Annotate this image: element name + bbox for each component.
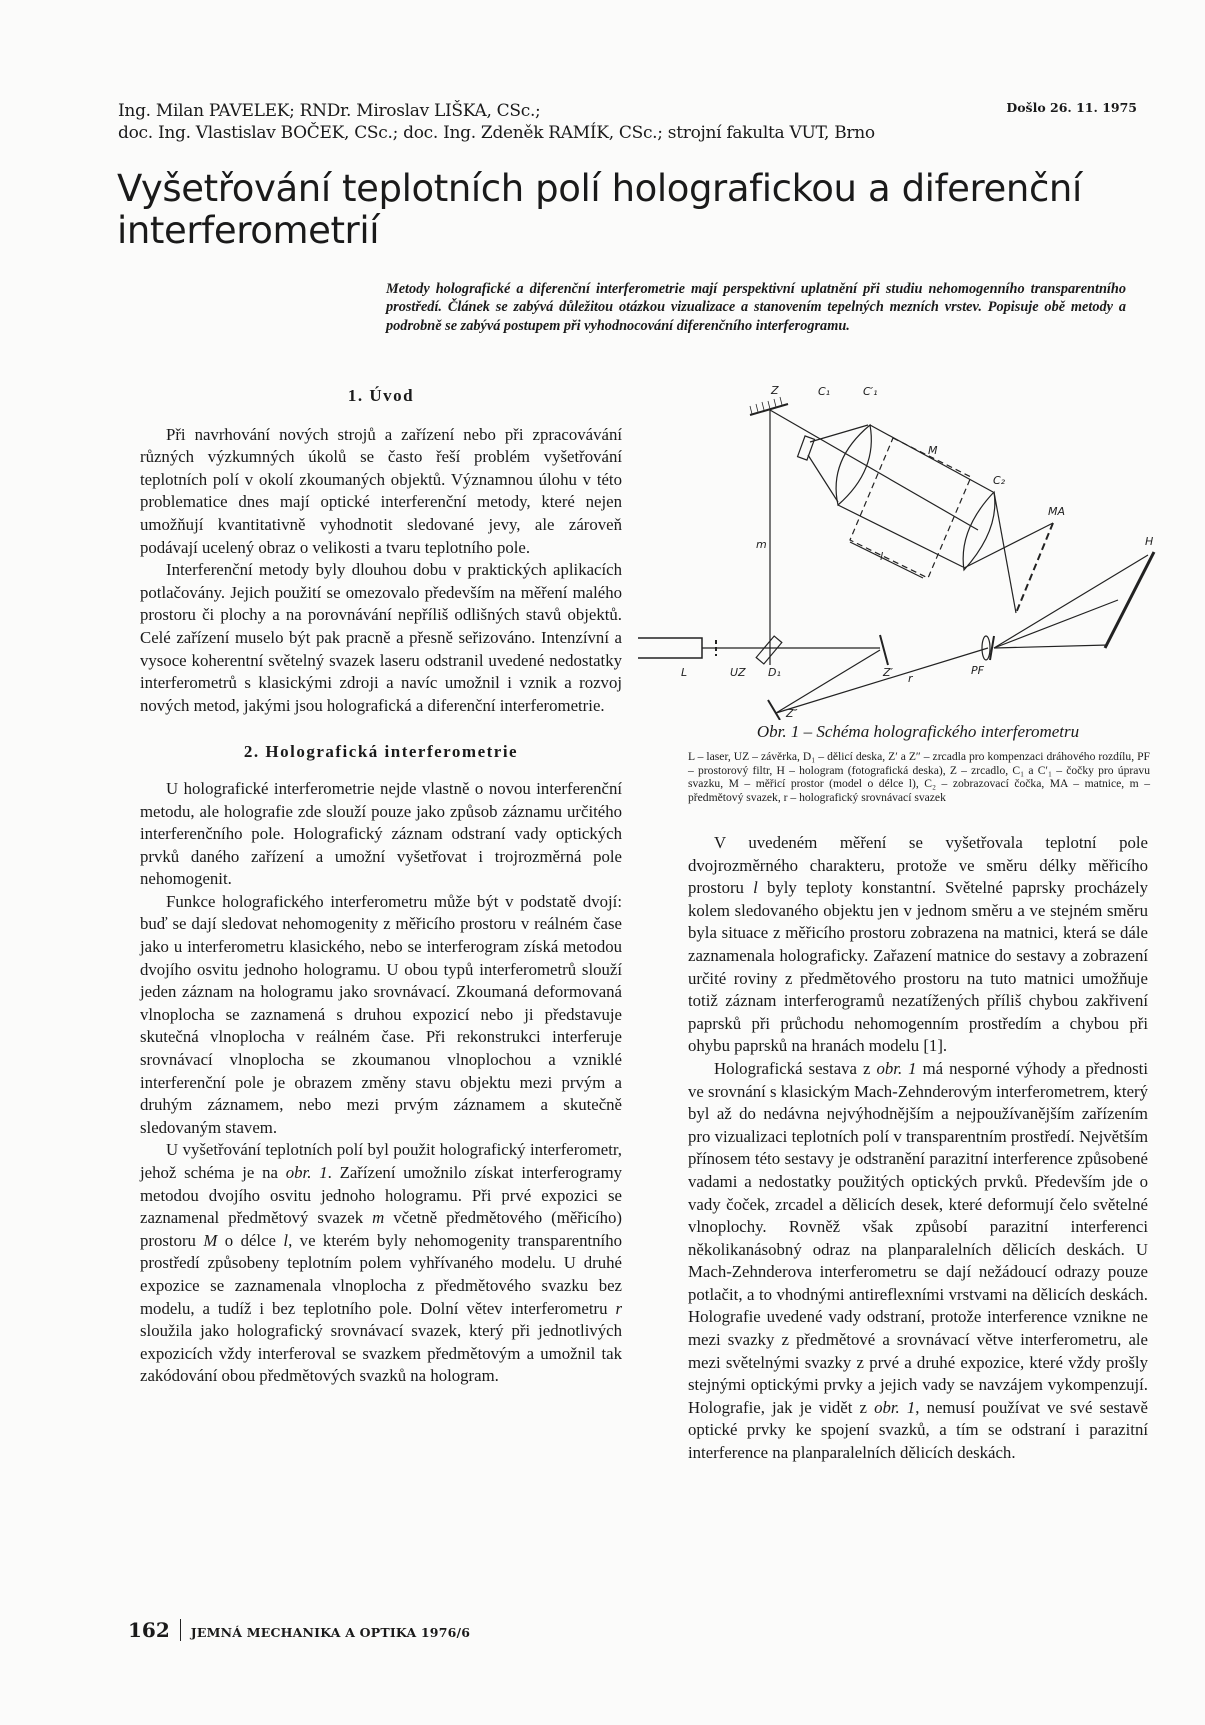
text-run: včetně předmětového (měřicího) prostoru: [140, 1208, 622, 1250]
figure-reference[interactable]: obr. 1: [285, 1163, 328, 1182]
beam-c2-lower: [994, 492, 1016, 613]
label-zpp: Z″: [786, 707, 798, 720]
label-zp: Z′: [883, 666, 894, 679]
beam-parallel-lower: [838, 505, 963, 567]
authors-line-1: Ing. Milan PAVELEK; RNDr. Miroslav LIŠKA, CSc.;: [118, 101, 541, 121]
schematic-svg: [638, 380, 1178, 720]
beam-zp-zpp: [776, 650, 880, 713]
text-run: , nemusí používat ve své sestavě optické prvky ke spojení svazků, a tím se odstraní i parazitní interference na planparalelních dělicích deskách.: [688, 1397, 1149, 1463]
symbol-M: M: [203, 1230, 218, 1250]
beam-pf-h1: [994, 645, 1108, 648]
text-run: má nesporné výhody a přednosti ve srovnání s klasickým Mach-Zehnderovým interferometrem, který byl až do nedávna nejvýhodnějším a nejpoužívanějším zařízením pro vizualizaci teplotních polí v transparentním prostředí. Největším přínosem této sestavy je odstranění parazitní interference způsobené vadami a nedostatky použitých optických prvků. Především jde o vady čoček, zrcadel a dělicích desek, které deformují čelo světelné vlnoplochy. Rovněž však způsobí parazitní interferenci několikanásobný odraz na planparalelních dělicích deskách. U Mach-Zehnderova interferometru se dají nežádoucí odrazy pouze potlačit, a to vhodnými antireflexními vrstvami na dělicích deskách. Holografie uvedené vady odstraní, protože interference vznikne ne mezi svazky z předmětové a srovnávací větve interferometru, ale mezi světelnými svazky z prvé a druhé expozice, které vždy prošly stejnými optickými prvky a jejich vady se navzájem vykompenzují. Holografie, jak je vidět z: [688, 1058, 1148, 1417]
mirror-zp: [880, 635, 888, 665]
paragraph: [140, 1139, 622, 1388]
figure-caption: Obr. 1 – Schéma holografického interferometru: [756, 722, 1080, 741]
title-line-1: Vyšetřování teplotních polí holografickou a diferenční: [117, 167, 1082, 210]
label-pf: PF: [971, 664, 984, 677]
abstract: Metody holografické a diferenční interferometrie mají perspektivní uplatnění při studiu nehomogenního transparentního prostředí. Článek se zabývá důležitou otázkou vizualizace a stanovením tepelných mezních vrstev. Popisuje obě metody a podrobně se zabývá postupem při vyhodnocování diferenčního interferogramu.: [386, 281, 1126, 334]
mirror-zpp: [768, 700, 780, 720]
article-title: [117, 168, 1082, 252]
paragraph: U holografické interferometrie nejde vlastně o novou interferenční metodu, ale holografie zde slouží pouze jako způsob záznamu určitého interferenčního pole. Holografický záznam odstraní vady optických prvků daného zařízení a umožní vyšetřovat i trojrozměrná pole nehomogenit.: [140, 778, 622, 889]
symbol-m: m: [372, 1208, 385, 1228]
laser-box: [638, 638, 702, 658]
author-list: [118, 100, 875, 144]
symbol-r: r: [615, 1298, 622, 1318]
label-l: l: [880, 550, 884, 563]
beam-axis: [770, 410, 978, 530]
paragraph: [688, 1058, 1148, 1465]
page-number: 162: [128, 1618, 170, 1642]
page-footer: [128, 1618, 470, 1642]
length-l-arrow: [850, 542, 923, 578]
text-run: U vyšetřování teplotních polí byl použit holografický interferometr, jehož schéma je na: [140, 1140, 622, 1182]
text-run: o délce: [217, 1230, 284, 1250]
paragraph: Funkce holografického interferometru může být v podstatě dvojí: buď se dají sledovat nehomogenity z měřicího prostoru v reálném čase jako u interferometru klasického, nebo se interferogram získá metodou dvojího osvitu jednoho hologramu. U obou typů interferometrů slouží jeden záznam na hologramu jako srovnávací. Zkoumaná deformovaná vlnoplocha se zaznamená s druhou expozicí nebo ji představuje skutečná vlnoplocha v reálném čase. Při rekonstrukci interferuje srovnávací vlnoplocha se zkoumanou vlnoplochou a vzniklé interferenční pole je obrazem změny stavu objektu mezi prvým a druhým záznamem, nebo mezi prvým záznamem a skutečně sledovaným stavem.: [140, 891, 622, 1137]
paragraph: Interferenční metody byly dlouhou dobu v praktických aplikacích potlačovány. Jejich použití se omezovalo především na měření malého prostoru či plochy a na porovnávání nepříliš odlišných stavů objektů. Celé zařízení muselo být pak pracně a přesně seřizováno. Intenzívní a vysoce koherentní světelný svazek laseru odstranil uvedené nedostatky interferometrů s klasickými zdroji a navíc umožnil i vznik a rozvoj nových metod, jakými jsou holografická a diferenční interferometrie.: [140, 560, 622, 715]
right-column: [688, 832, 1148, 1465]
figure-reference[interactable]: obr. 1: [874, 1397, 916, 1417]
figure-legend: L – laser, UZ – závěrka, D₁ – dělicí deska, Z′ a Z″ – zrcadla pro kompenzaci dráhového rozdílu, PF – prostorový filtr, H – hologram (fotografická deska), Z – zrcadlo, C₁ a C′₁ – čočky pro úpravu svazku, M – měřicí prostor (model o délce l), C₂ – zobrazovací čočka, MA – matnice, m – předmětový svazek, r – holografický srovnávací svazek: [688, 750, 1150, 804]
label-h: H: [1145, 535, 1154, 548]
beam-c1-upper: [810, 425, 868, 442]
beam-pf-h2: [994, 555, 1148, 648]
paragraph: Při navrhování nových strojů a zařízení nebo při zpracovávání různých výzkumných úkolů se často řeší problém vyšetřování teplotních polí v okolí zkoumaných objektů. Významnou úlohu v této problematice dnes mají optické interferenční metody, které nejen umožňují kvantitativně vyhodnotit sledované jevy, ale zároveň podávají ucelený obraz o velikosti a tvaru teplotního pole.: [140, 424, 622, 557]
symbol-l: l: [753, 878, 758, 898]
text-run: V uvedeném měření se vyšetřovala teplotní pole dvojrozměrného charakteru, protože ve směru délky měřicího prostoru: [688, 833, 1148, 898]
text-run: . Zařízení umožnilo získat interferogramy metodou dvojího osvitu jednoho hologramu. Při prvé expozici se zaznamenal předmětový svazek: [140, 1163, 623, 1228]
label-ma: MA: [1048, 505, 1066, 518]
footer-divider: [180, 1619, 181, 1641]
label-c1: C₁: [818, 385, 831, 398]
label-m-space: M: [928, 444, 938, 457]
ground-glass-ma: [1016, 523, 1053, 613]
journal-name: JEMNÁ MECHANIKA A OPTIKA 1976/6: [190, 1625, 471, 1640]
received-date: Došlo 26. 11. 1975: [1006, 100, 1137, 115]
label-z: Z: [771, 384, 779, 397]
label-c2: C₂: [993, 474, 1006, 487]
beam-parallel-upper: [870, 425, 993, 492]
beam-r: [776, 648, 988, 713]
section-heading-holography: 2. Holografická interferometrie: [243, 742, 519, 762]
label-m-beam: m: [756, 538, 767, 551]
left-column: [140, 385, 622, 1388]
label-d1: D₁: [768, 666, 781, 679]
symbol-l: l: [283, 1230, 289, 1250]
figure-reference[interactable]: obr. 1: [876, 1058, 917, 1078]
lens-c2: [963, 492, 995, 570]
text-run: , ve kterém byly nehomogenity transparentního prostředí způsobeny teplotním polem vyhřívaného modelu. U druhé expozice se zaznamenala vlnoplocha z předmětového svazku bez modelu, a tudíž i bez teplotního pole. Dolní větev interferometru: [140, 1230, 623, 1318]
title-line-2: interferometrií: [117, 209, 380, 252]
label-c1p: C′₁: [863, 385, 878, 398]
text-run: sloužila jako holografický srovnávací svazek, který při jednotlivých expozicích vždy interferoval se svazkem předmětovým a umožnil tak zakódování obou předmětových svazků na hologram.: [140, 1321, 622, 1386]
measuring-space-m: [850, 438, 971, 578]
label-uz: UZ: [730, 666, 746, 679]
interferometer-schematic: [638, 380, 1178, 720]
text-run: byly teploty konstantní. Světelné paprsky procházely kolem sledovaného objektu jen v jednom směru a ve stejném směru byla situace z měřicího prostoru zobrazena na matnici, která se dále zaznamenala holograficky. Zařazení matnice do sestavy a zobrazení určité roviny z předmětového prostoru na tuto matnici umožňuje totiž záznam interferogramů nezatížených příliš chybou zakřivení paprsků při průchodu nehomogenním prostředím a chybou při ohybu paprsků na hranách modelu [1].: [688, 878, 1148, 1056]
authors-line-2: doc. Ing. Vlastislav BOČEK, CSc.; doc. Ing. Zdeněk RAMÍK, CSc.; strojní fakulta VUT, Brno: [118, 123, 875, 143]
beam-c1-lower: [808, 455, 838, 502]
paragraph: [688, 832, 1148, 1058]
lens-c1: [798, 436, 815, 460]
section-heading-intro: 1. Úvod: [347, 386, 415, 405]
label-r: r: [908, 672, 913, 685]
beam-pf-h3: [994, 600, 1118, 648]
splitter-d1: [756, 636, 782, 664]
text-run: Holografická sestava z: [714, 1058, 877, 1078]
label-l-laser: L: [681, 666, 688, 679]
mirror-z-hatch: [750, 397, 782, 414]
